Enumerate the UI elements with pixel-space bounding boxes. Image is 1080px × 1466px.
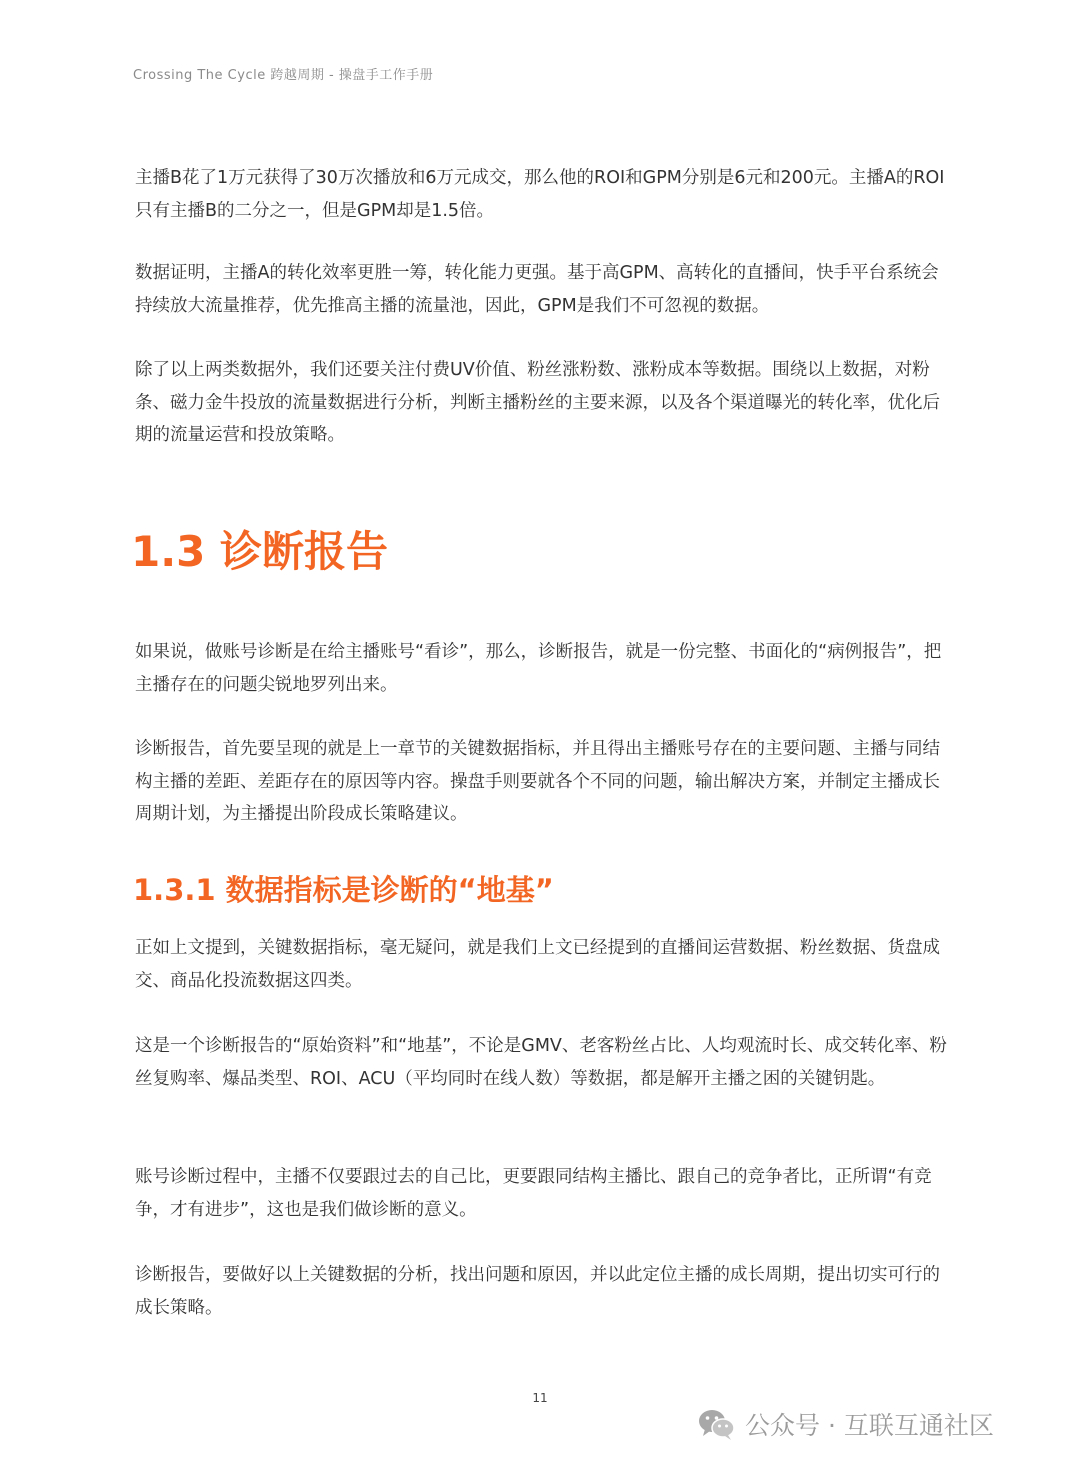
paragraph-report-contents: 诊断报告，首先要呈现的就是上一章节的关键数据指标，并且得出主播账号存在的主要问题、主播与同结构主播的差距、差距存在的原因等内容。操盘手则要就各个不同的问题，输出解决方案，并制定主播成长周期计划，为主播提出阶段成长策略建议。 — [135, 739, 940, 824]
section-heading-1-3-1: 1.3.1 数据指标是诊断的“地基” — [133, 873, 554, 907]
paragraph-report-goal: 诊断报告，要做好以上关键数据的分析，找出问题和原因，并以此定位主播的成长周期，提出切实可行的成长策略。 — [135, 1265, 940, 1318]
paragraph-report-definition: 如果说，做账号诊断是在给主播账号“看诊”，那么，诊断报告，就是一份完整、书面化的“病例报告”，把主播存在的问题尖锐地罗列出来。 — [135, 642, 942, 695]
paragraph-foundation-data: 这是一个诊断报告的“原始资料”和“地基”，不论是GMV、老客粉丝占比、人均观流时长、成交转化率、粉丝复购率、爆品类型、ROI、ACU（平均同时在线人数）等数据，都是解开主播之困的关键钥匙。 — [135, 1036, 947, 1089]
paragraph-comparison: 账号诊断过程中，主播不仅要跟过去的自己比，更要跟同结构主播比、跟自己的竞争者比，正所谓“有竞争，才有进步”，这也是我们做诊断的意义。 — [135, 1167, 932, 1220]
section-heading-1-3: 1.3 诊断报告 — [131, 527, 389, 576]
watermark — [697, 1402, 994, 1446]
paragraph-roi-gpm-comparison: 主播B花了1万元获得了30万次播放和6万元成交，那么他的ROI和GPM分别是6元和200元。主播A的ROI只有主播B的二分之一，但是GPM却是1.5倍。 — [135, 168, 945, 221]
paragraph-key-metrics: 正如上文提到，关键数据指标，毫无疑问，就是我们上文已经提到的直播间运营数据、粉丝数据、货盘成交、商品化投流数据这四类。 — [135, 938, 940, 991]
running-header: Crossing The Cycle 跨越周期 - 操盘手工作手册 — [133, 68, 434, 83]
watermark-text: 公众号 · 互联互通社区 — [745, 1411, 994, 1440]
page-number: 11 — [532, 1391, 548, 1405]
paragraph-other-metrics: 除了以上两类数据外，我们还要关注付费UV价值、粉丝涨粉数、涨粉成本等数据。围绕以上数据，对粉条、磁力金牛投放的流量数据进行分析，判断主播粉丝的主要来源，以及各个渠道曝光的转化率，优化后期的流量运营和投放策略。 — [135, 360, 940, 445]
paragraph-gpm-importance: 数据证明，主播A的转化效率更胜一筹，转化能力更强。基于高GPM、高转化的直播间，快手平台系统会持续放大流量推荐，优先推高主播的流量池，因此，GPM是我们不可忽视的数据。 — [135, 263, 939, 316]
wechat-icon — [697, 1407, 737, 1441]
